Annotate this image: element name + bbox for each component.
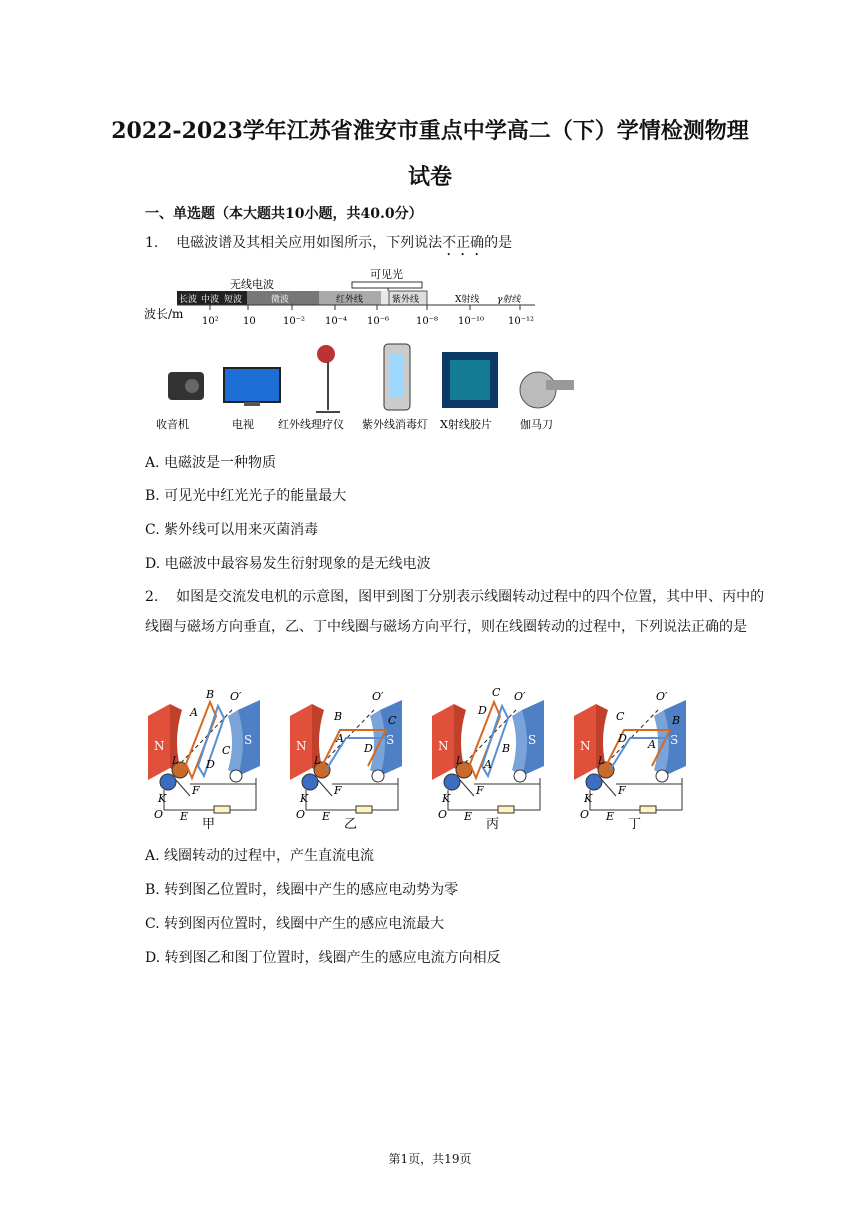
generator-bing <box>432 686 544 823</box>
svg-text:A: A <box>190 706 198 719</box>
svg-text:C: C <box>388 714 397 727</box>
axis-label: 波长/m <box>144 307 184 321</box>
svg-text:D: D <box>364 742 373 755</box>
question-stem-before: 电磁波谱及其相关应用如图所示，下列说法 <box>176 235 443 251</box>
band-gamma: γ射线 <box>497 295 521 305</box>
page-footer: 第1页，共19页 <box>388 1152 472 1166</box>
xray-film-icon <box>442 352 498 408</box>
band-short: 短波 <box>224 295 243 305</box>
generator-ding <box>574 690 686 823</box>
generator-figure <box>140 686 710 836</box>
q2-option-d: D. 转到图乙和图丁位置时，线圈产生的感应电流方向相反 <box>145 950 501 966</box>
tick: 10⁻¹² <box>508 316 535 327</box>
band-xray: X射线 <box>455 295 480 305</box>
question-number: 1. <box>145 235 159 251</box>
em-spectrum-figure <box>140 262 580 442</box>
question-stem-emphasis: 不正确 <box>442 235 485 251</box>
svg-text:C: C <box>616 710 625 723</box>
radio-icon <box>168 372 204 400</box>
tick: 10² <box>202 316 219 327</box>
svg-text:D: D <box>478 704 487 717</box>
band-micro: 微波 <box>271 295 290 305</box>
caption-yi: 乙 <box>344 817 358 832</box>
question-1-stem <box>145 228 765 259</box>
q1-option-c: C. 紫外线可以用来灭菌消毒 <box>145 522 319 538</box>
svg-text:B: B <box>206 688 215 701</box>
uv-lamp-icon <box>384 344 410 410</box>
svg-text:B: B <box>334 710 343 723</box>
question-stem: 如图是交流发电机的示意图，图甲到图丁分别表示线圈转动过程中的四个位置，其中甲、丙中的线圈与磁场方向垂直，乙、丁中线圈与磁场方向平行，则在线圈转动的过程中，下列说法正确的是 <box>145 589 765 635</box>
caption-ding: 丁 <box>628 817 642 832</box>
question-number: 2. <box>145 589 159 605</box>
band-uv: 紫外线 <box>392 295 420 305</box>
tick: 10⁻⁸ <box>416 316 439 327</box>
question-2-stem <box>145 582 765 642</box>
q1-option-b: B. 可见光中红光光子的能量最大 <box>145 488 347 504</box>
svg-text:B: B <box>672 714 681 727</box>
svg-text:A: A <box>484 758 492 771</box>
band-long: 长波 <box>179 295 198 305</box>
tick: 10⁻¹⁰ <box>458 316 485 327</box>
q1-option-d: D. 电磁波中最容易发生衍射现象的是无线电波 <box>145 556 431 572</box>
svg-text:C: C <box>222 744 231 757</box>
page-title-line2: 试卷 <box>407 164 452 190</box>
svg-text:D: D <box>206 758 215 771</box>
svg-text:C: C <box>492 686 501 699</box>
band-ir: 红外线 <box>336 295 364 305</box>
device-label: 电视 <box>232 418 254 431</box>
q2-option-c: C. 转到图丙位置时，线圈中产生的感应电流最大 <box>145 916 445 932</box>
tick: 10⁻² <box>283 316 306 327</box>
tv-icon <box>224 368 280 406</box>
q2-option-b: B. 转到图乙位置时，线圈中产生的感应电动势为零 <box>145 882 459 898</box>
caption-bing: 丙 <box>486 817 500 832</box>
device-label: X射线胶片 <box>440 418 492 431</box>
ir-lamp-icon <box>316 345 340 412</box>
q2-option-a: A. 线圈转动的过程中，产生直流电流 <box>145 848 375 864</box>
gamma-knife-icon <box>520 372 574 408</box>
svg-text:B: B <box>502 742 511 755</box>
svg-text:A: A <box>336 732 344 745</box>
section-heading: 一、单选题（本大题共10小题，共40.0分） <box>145 206 423 222</box>
band-mid: 中波 <box>201 295 220 305</box>
group-label-visible: 可见光 <box>370 268 403 281</box>
q1-option-a: A. 电磁波是一种物质 <box>145 455 277 471</box>
device-label: 收音机 <box>156 418 189 431</box>
tick: 10 <box>243 316 256 327</box>
group-label-radio: 无线电波 <box>230 278 274 291</box>
svg-text:A: A <box>648 738 656 751</box>
device-label: 红外线理疗仪 <box>278 418 344 431</box>
device-label: 紫外线消毒灯 <box>362 418 428 431</box>
device-label: 伽马刀 <box>520 418 553 431</box>
band-visible <box>381 291 389 305</box>
tick: 10⁻⁴ <box>325 316 348 327</box>
svg-text:D: D <box>618 732 627 745</box>
question-stem-after: 的是 <box>484 235 513 251</box>
tick: 10⁻⁶ <box>367 316 390 327</box>
generator-jia <box>148 688 260 823</box>
generator-yi <box>290 690 402 823</box>
page-title-line1: 2022-2023学年江苏省淮安市重点中学高二（下）学情检测物理 <box>111 118 749 144</box>
caption-jia: 甲 <box>202 817 216 832</box>
